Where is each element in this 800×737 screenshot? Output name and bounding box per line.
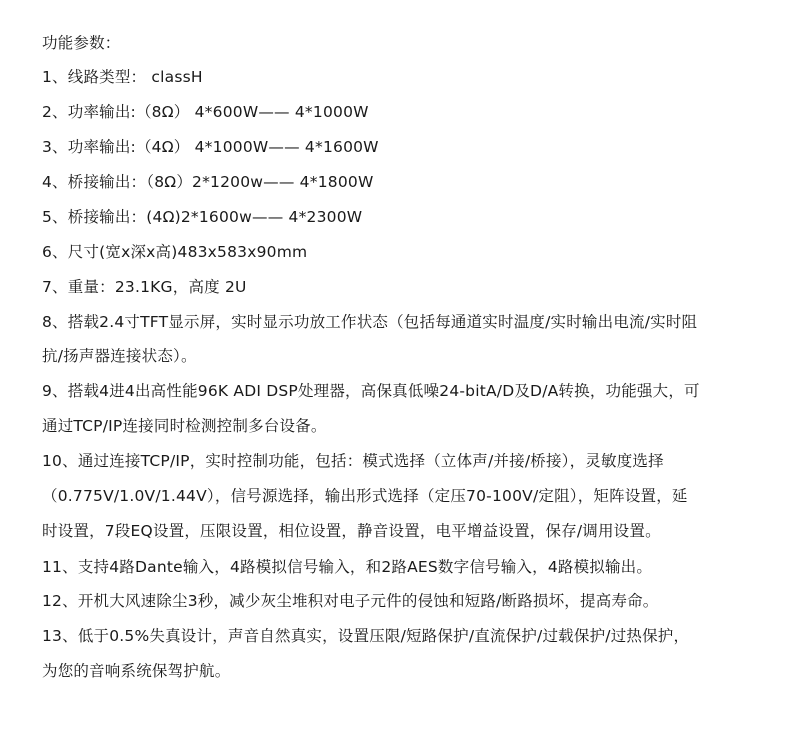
spec-line-8b: 抗/扬声器连接状态）。 (42, 347, 197, 365)
spec-line-6: 6、尺寸(宽x深x高)483x583x90mm (42, 243, 308, 261)
document-heading: 功能参数： (42, 34, 121, 52)
spec-line-13b: 为您的音响系统保驾护航。 (42, 662, 231, 680)
spec-line-10c: 时设置，7段EQ设置，压限设置，相位设置，静音设置，电平增益设置，保存/调用设置。 (42, 522, 661, 540)
spec-line-5: 5、桥接输出：(4Ω)2*1600w—— 4*2300W (42, 208, 363, 226)
spec-line-9a: 9、搭载4进4出高性能96K ADI DSP处理器，高保真低噪24-bitA/D及D/A转换，功能强大，可 (42, 382, 700, 400)
spec-line-10b: （0.775V/1.0V/1.44V），信号源选择，输出形式选择（定压70-100V/定阻），矩阵设置，延 (42, 487, 688, 505)
spec-line-2: 2、功率输出:（8Ω） 4*600W—— 4*1000W (42, 103, 369, 121)
spec-line-4: 4、桥接输出：（8Ω）2*1200w—— 4*1800W (42, 173, 374, 191)
spec-line-7: 7、重量：23.1KG，高度 2U (42, 278, 247, 296)
spec-line-3: 3、功率输出:（4Ω） 4*1000W—— 4*1600W (42, 138, 379, 156)
spec-line-11: 11、支持4路Dante输入，4路模拟信号输入，和2路AES数字信号输入，4路模拟输出。 (42, 558, 653, 576)
spec-line-10a: 10、通过连接TCP/IP，实时控制功能，包括：模式选择（立体声/并接/桥接），灵敏度选择 (42, 452, 664, 470)
spec-line-8a: 8、搭载2.4寸TFT显示屏，实时显示功放工作状态（包括每通道实时温度/实时输出电流/实时阻 (42, 313, 698, 331)
spec-line-9b: 通过TCP/IP连接同时检测控制多台设备。 (42, 417, 327, 435)
spec-line-13a: 13、低于0.5%失真设计，声音自然真实，设置压限/短路保护/直流保护/过载保护/过热保护， (42, 627, 690, 645)
spec-line-12: 12、开机大风速除尘3秒，减少灰尘堆积对电子元件的侵蚀和短路/断路损坏，提高寿命。 (42, 592, 659, 610)
spec-line-1: 1、线路类型： classH (42, 68, 203, 86)
